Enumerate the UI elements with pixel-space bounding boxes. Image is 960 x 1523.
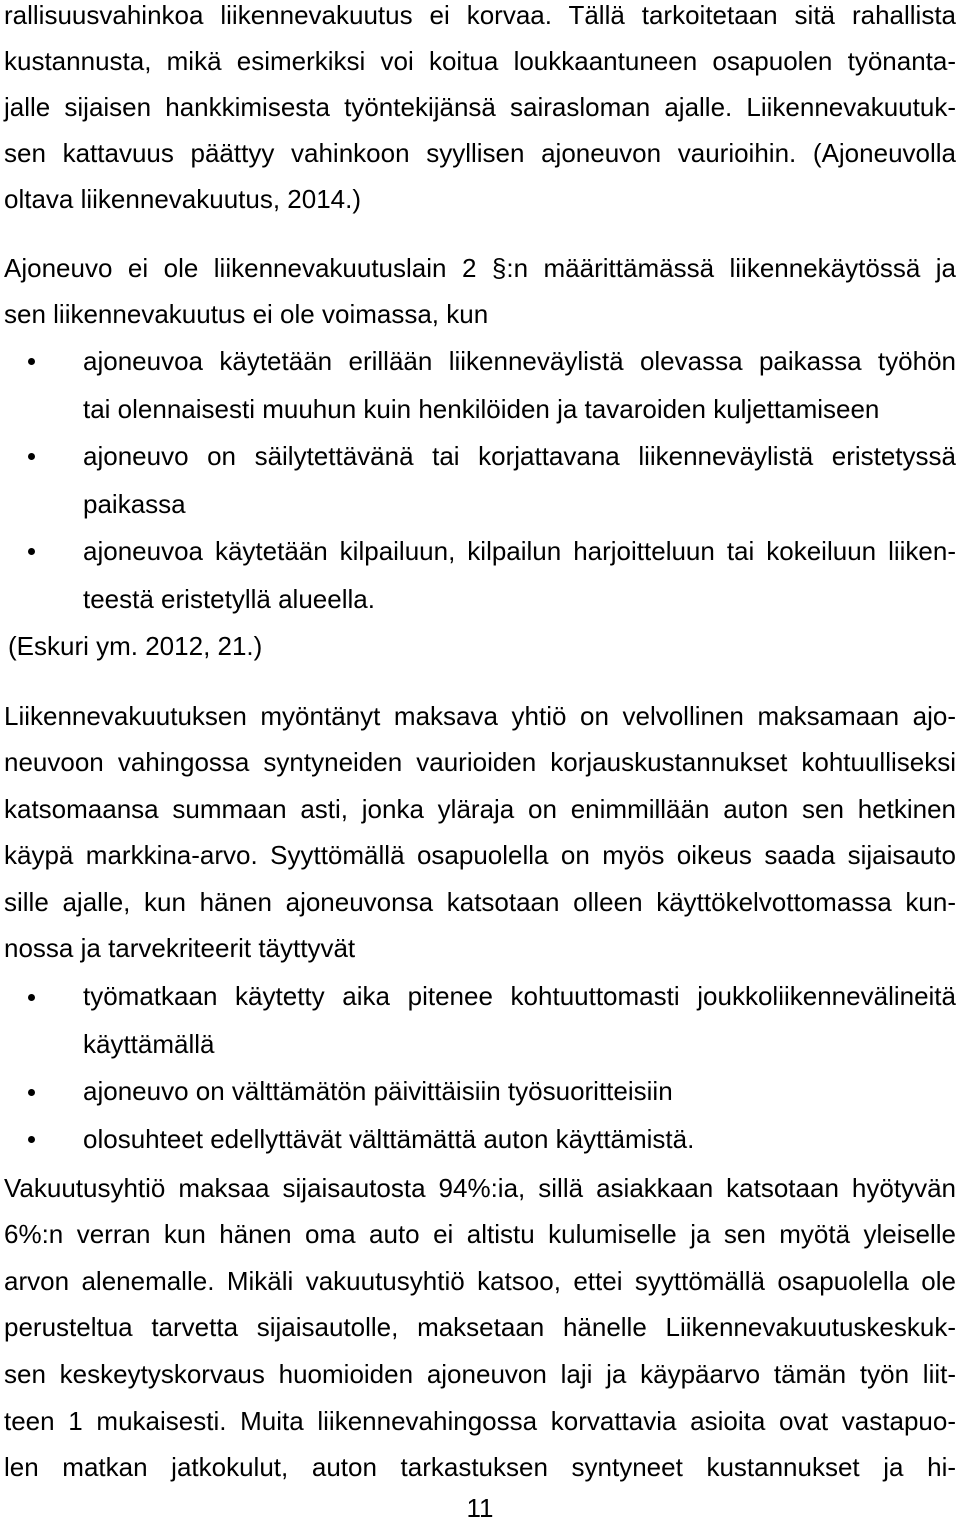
- paragraph-line: nossa ja tarvekriteerit täyttyvät: [4, 933, 356, 963]
- paragraph-line: sen kattavuus päättyy vahinkoon syyllisen ajoneuvon vaurioihin. (Ajoneuvolla: [4, 138, 956, 168]
- bullet-icon: [28, 994, 35, 1001]
- list-item-line: ajoneuvoa käytetään erillään liikenneväylistä olevassa paikassa työhön: [83, 346, 956, 376]
- paragraph-line: arvon alenemalle. Mikäli vakuutusyhtiö katsoo, ettei syyttömällä osapuolella ole: [4, 1265, 956, 1296]
- list-item: [4, 1116, 956, 1164]
- bullet-icon: [28, 1136, 35, 1143]
- list-item: [4, 528, 956, 623]
- bullet-icon: [28, 548, 35, 555]
- bullet-icon: [28, 453, 35, 460]
- paragraph: [4, 0, 956, 222]
- list-item: [4, 433, 956, 528]
- paragraph-line: rallisuusvahinkoa liikennevakuutus ei korvaa. Tällä tarkoitetaan sitä rahallista: [4, 0, 956, 30]
- paragraph-line: oltava liikennevakuutus, 2014.): [4, 184, 362, 214]
- page-number: 11: [466, 1493, 494, 1523]
- list-item: [4, 338, 956, 433]
- paragraph-line: sille ajalle, kun hänen ajoneuvonsa katsotaan olleen käyttökelvottomassa kun-: [4, 886, 956, 917]
- list-item-line: tai olennaisesti muuhun kuin henkilöiden ja tavaroiden kuljettamiseen: [83, 393, 880, 424]
- paragraph-line: katsomaansa summaan asti, jonka yläraja on enimmillään auton sen hetkinen: [4, 793, 956, 824]
- paragraph-line: kustannusta, mikä esimerkiksi voi koitua loukkaantuneen osapuolen työnanta-: [4, 46, 956, 76]
- paragraph-line: len matkan jatkokulut, auton tarkastuksen syntyneet kustannukset ja hi-: [4, 1452, 956, 1483]
- paragraph-line: sen liikennevakuutus ei ole voimassa, kun: [4, 299, 489, 329]
- paragraph-line: Vakuutusyhtiö maksaa sijaisautosta 94%:ia, sillä asiakkaan katsotaan hyötyvän: [4, 1172, 956, 1203]
- bullet-icon: [28, 358, 35, 365]
- paragraph-line: 6%:n verran kun hänen oma auto ei altistu kulumiselle ja sen myötä yleiselle: [4, 1219, 956, 1250]
- citation: (Eskuri ym. 2012, 21.): [8, 631, 263, 661]
- bullet-list: [4, 973, 956, 1163]
- list-item-line: ajoneuvoa käytetään kilpailuun, kilpailun harjoitteluun tai kokeiluun liiken-: [83, 536, 956, 566]
- bullet-list: [4, 338, 956, 671]
- paragraph-line: neuvoon vahingossa syntyneiden vaurioiden korjauskustannukset kohtuulliseksi: [4, 747, 956, 777]
- bullet-icon: [28, 1089, 35, 1096]
- paragraph-line: perusteltua tarvetta sijaisautolle, maksetaan hänelle Liikennevakuutuskeskuk-: [4, 1312, 956, 1343]
- paragraph-line: Liikennevakuutuksen myöntänyt maksava yhtiö on velvollinen maksamaan ajo-: [4, 700, 956, 731]
- list-item: [4, 973, 956, 1068]
- paragraph-line: jalle sijaisen hankkimisesta työntekijänsä sairasloman ajalle. Liikennevakuutuk-: [4, 92, 956, 122]
- list-item-line: ajoneuvo on välttämätön päivittäisiin työsuoritteisiin: [83, 1076, 673, 1107]
- list-item-line: työmatkaan käytetty aika pitenee kohtuuttomasti joukkoliikennevälineitä: [83, 981, 956, 1012]
- paragraph-line: teen 1 mukaisesti. Muita liikennevahingossa korvattavia asioita ovat vastapuo-: [4, 1405, 956, 1436]
- list-item: [4, 1068, 956, 1116]
- list-item-line: olosuhteet edellyttävät välttämättä auton käyttämistä.: [83, 1123, 695, 1154]
- paragraph: [4, 693, 956, 972]
- list-item-line: käyttämällä: [83, 1028, 215, 1059]
- list-item-line: ajoneuvo on säilytettävänä tai korjattavana liikenneväylistä eristetyssä: [83, 441, 956, 471]
- paragraph-line: käypä markkina-arvo. Syyttömällä osapuolella on myös oikeus saada sijaisauto: [4, 840, 956, 870]
- paragraph: [4, 1165, 956, 1491]
- list-item-line: teestä eristetyllä alueella.: [83, 583, 375, 614]
- paragraph-line: sen keskeytyskorvaus huomioiden ajoneuvon laji ja käypäarvo tämän työn liit-: [4, 1359, 956, 1390]
- paragraph: [4, 245, 956, 337]
- list-item-line: paikassa: [83, 488, 186, 519]
- paragraph-line: Ajoneuvo ei ole liikennevakuutuslain 2 §:n määrittämässä liikennekäytössä ja: [4, 253, 956, 283]
